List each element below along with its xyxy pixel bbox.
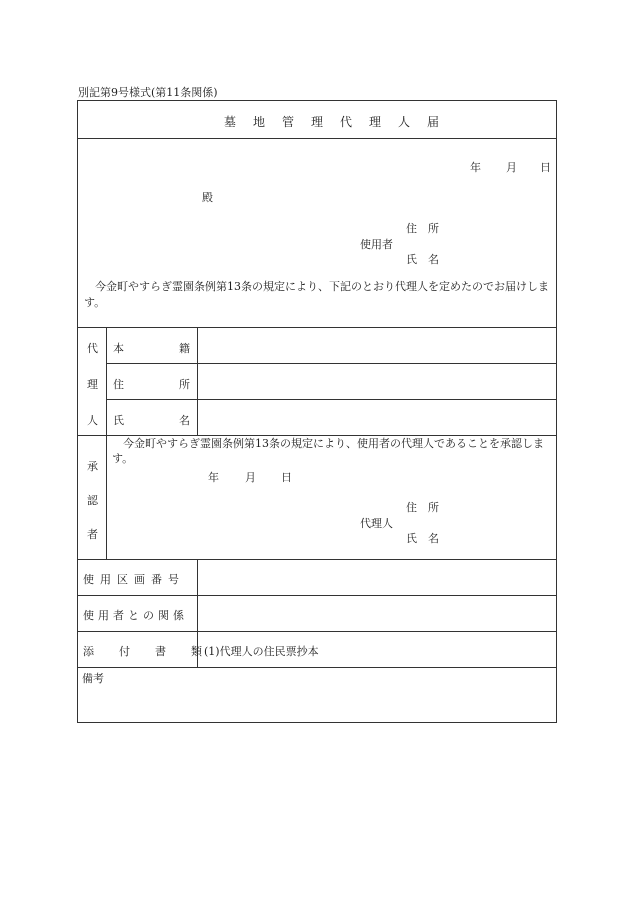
approver-address-label: 住 所 — [406, 501, 439, 514]
applicant-role-label: 使用者 — [360, 238, 393, 251]
remarks-label: 備考 — [82, 672, 104, 685]
approval-year-label: 年 — [208, 471, 219, 484]
agent-address-label-char-1: 住 — [113, 378, 124, 391]
applicant-address-label: 住 所 — [406, 222, 439, 235]
approver-section — [78, 436, 556, 560]
declaration-statement: 今金町やすらぎ霊園条例第13条の規定により、下記のとおり代理人を定めたのでお届けします。 — [84, 280, 549, 309]
title-row — [78, 101, 556, 139]
relation-row — [78, 596, 556, 632]
approver-side-char-3: 者 — [87, 528, 98, 541]
declaration-section — [78, 139, 556, 328]
date-year-label: 年 — [470, 161, 481, 174]
approver-side-char-2: 認 — [87, 494, 98, 507]
date-month-label: 月 — [506, 161, 517, 174]
applicant-name-label: 氏 名 — [406, 253, 439, 266]
attachment-row — [78, 632, 556, 668]
attachment-label: 添付書類 — [83, 645, 227, 658]
addressee-suffix: 殿 — [202, 191, 213, 204]
agent-side-char-2: 理 — [87, 378, 98, 391]
agent-name-label-char-2: 名 — [179, 414, 190, 427]
agent-name-label-char-1: 氏 — [113, 414, 124, 427]
honseki-label-char-2: 籍 — [179, 342, 190, 355]
approver-name-label: 氏 名 — [406, 532, 439, 545]
section-number-label: 使用区画番号 — [83, 573, 185, 586]
approval-statement: 今金町やすらぎ霊園条例第13条の規定により、使用者の代理人であることを承認します。 — [112, 437, 544, 465]
approver-side-char-1: 承 — [87, 460, 98, 473]
agent-side-char-1: 代 — [87, 342, 98, 355]
agent-side-char-3: 人 — [87, 414, 98, 427]
agent-notification-form — [77, 100, 557, 723]
relation-label: 使用者との関係 — [83, 609, 188, 622]
form-title: 墓地管理代理人届 — [224, 115, 457, 129]
date-day-label: 日 — [540, 161, 551, 174]
form-reference: 別記第9号様式(第11条関係) — [78, 86, 218, 99]
agent-address-label-char-2: 所 — [179, 378, 190, 391]
agent-section — [78, 328, 556, 436]
attachment-value: (1)代理人の住民票抄本 — [204, 645, 319, 658]
approver-role-label: 代理人 — [360, 517, 393, 530]
approval-day-label: 日 — [281, 471, 292, 484]
honseki-label-char-1: 本 — [113, 342, 124, 355]
approval-month-label: 月 — [245, 471, 256, 484]
section-number-row — [78, 560, 556, 596]
